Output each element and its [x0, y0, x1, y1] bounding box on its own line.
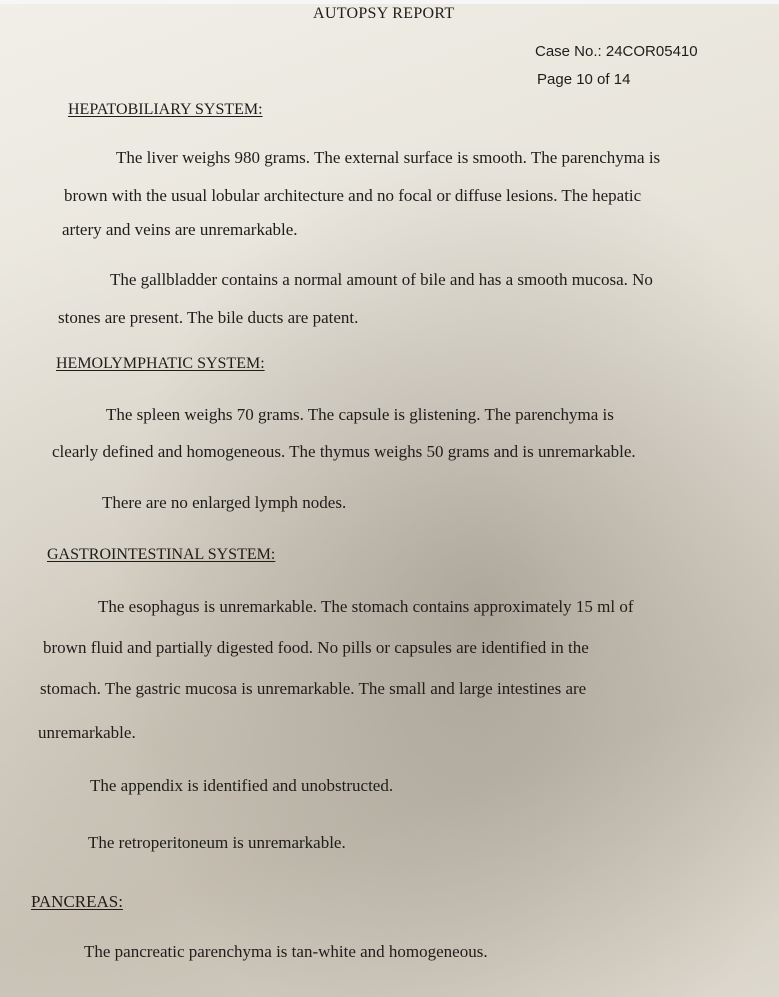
heading-hemolymphatic: HEMOLYMPHATIC SYSTEM:: [56, 355, 265, 372]
case-number: Case No.: 24COR05410: [535, 43, 698, 60]
heading-gastrointestinal: GASTROINTESTINAL SYSTEM:: [47, 546, 276, 563]
report-title: AUTOPSY REPORT: [313, 5, 455, 22]
paragraph-line: artery and veins are unremarkable.: [62, 220, 298, 239]
paragraph-line: stomach. The gastric mucosa is unremarkable. The small and large intestines are: [40, 679, 587, 698]
page-number: Page 10 of 14: [537, 71, 631, 88]
paragraph-line: The appendix is identified and unobstructed.: [90, 776, 394, 795]
paragraph-line: The spleen weighs 70 grams. The capsule is glistening. The parenchyma is: [106, 405, 614, 424]
paragraph-line: brown fluid and partially digested food. No pills or capsules are identified in the: [43, 638, 589, 657]
top-edge: [0, 0, 779, 4]
paragraph-line: The liver weighs 980 grams. The external surface is smooth. The parenchyma is: [116, 148, 661, 167]
paragraph-line: clearly defined and homogeneous. The thymus weighs 50 grams and is unremarkable.: [52, 442, 636, 461]
paragraph-line: unremarkable.: [38, 723, 136, 742]
heading-hepatobiliary: HEPATOBILIARY SYSTEM:: [68, 101, 263, 118]
paragraph-line: The retroperitoneum is unremarkable.: [88, 833, 346, 852]
heading-pancreas: PANCREAS:: [31, 892, 123, 911]
paragraph-line: The pancreatic parenchyma is tan-white and homogeneous.: [84, 942, 488, 961]
paragraph-line: brown with the usual lobular architecture and no focal or diffuse lesions. The hepatic: [64, 186, 642, 205]
paragraph-line: stones are present. The bile ducts are patent.: [58, 308, 359, 327]
paragraph-line: The esophagus is unremarkable. The stomach contains approximately 15 ml of: [98, 597, 634, 616]
paragraph-line: The gallbladder contains a normal amount of bile and has a smooth mucosa. No: [110, 270, 653, 289]
paragraph-line: There are no enlarged lymph nodes.: [102, 493, 347, 512]
